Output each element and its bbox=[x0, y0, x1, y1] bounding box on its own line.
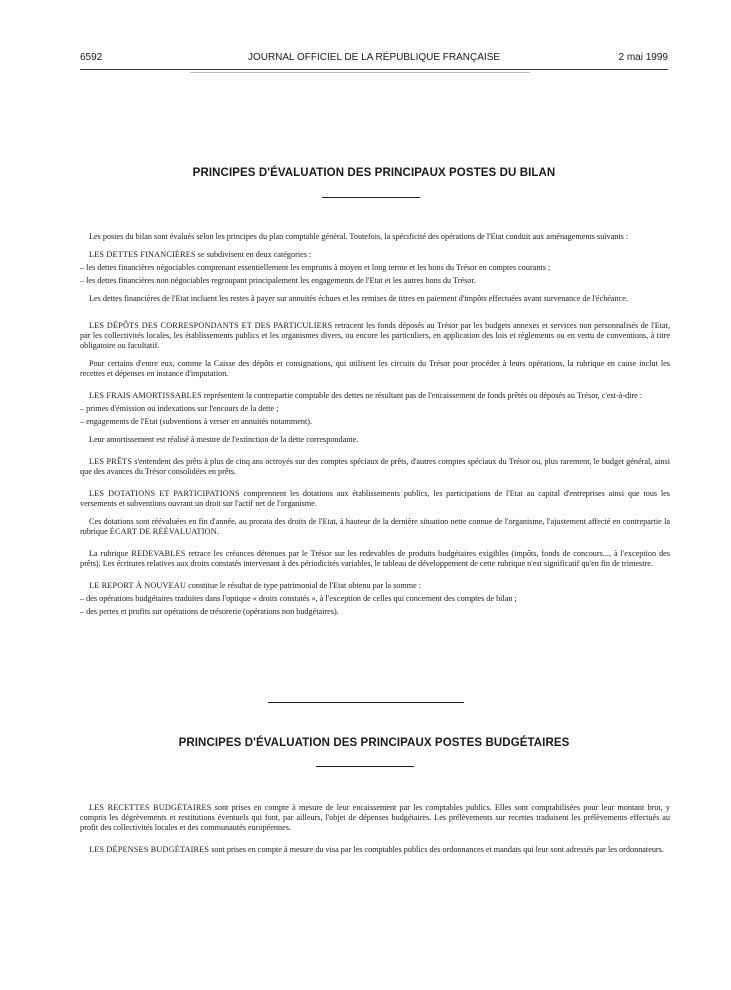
redevables-text: retrace les créances détenues par le Trésor sur les redevables de produits budgétaires exigibles (impôts, fonds de concours..., à l'exception des prêts). Les écritures relatives aux droits constatés intervenant à des périodicités variables, le tableau de développement de cette rubrique n'est significatif qu'en fin de trimestre. bbox=[80, 549, 670, 568]
dotations-text: comprennent les dotations aux établissements publics, les participations de l'Etat au capital d'entreprises ainsi que tous les versements et subventions ouvrant un droit sur l'actif net de l'organisme. bbox=[80, 489, 670, 508]
dotations-heading: LES DOTATIONS ET PARTICIPATIONS bbox=[89, 489, 240, 498]
section-rule-budget bbox=[316, 766, 414, 767]
dettes-paragraph bbox=[80, 250, 670, 260]
section-title-budget: PRINCIPES D'ÉVALUATION DES PRINCIPAUX POSTES BUDGÉTAIRES bbox=[178, 737, 570, 749]
dettes-heading: LES DETTES FINANCIÈRES bbox=[89, 250, 196, 259]
depots-note: Pour certains d'entre eux, comme la Caisse des dépôts et consignations, qui utilisent les circuits du Trésor pour procéder à leurs opérations, la rubrique en cause inclut les recettes et dépenses en instance d'imputation. bbox=[80, 359, 670, 378]
frais-paragraph bbox=[80, 391, 670, 401]
depenses-paragraph bbox=[80, 845, 670, 855]
prets-text: s'entendent des prêts à plus de cinq ans octroyés sur des comptes spéciaux de prêts, d'autres comptes spéciaux du Trésor ou, plus rarement, le budget général, ainsi que des avances du Trésor consolidées en prêts. bbox=[80, 457, 670, 476]
recettes-text: sont prises en compte à mesure de leur encaissement par les comptables publics. Elles sont comptabilisées pour leur montant brut, y compris les dégrèvements et restitutions éventuels qui font, par ailleurs, l'objet de dépenses budgétaires. Les prélèvements sur recettes traduisent les prélèvements effectués au profit des collectivités locales et des communautés européennes. bbox=[80, 803, 670, 832]
dettes-list bbox=[80, 263, 670, 286]
prets-heading: LES PRÊTS bbox=[89, 457, 133, 466]
list-item: – engagements de l'Etat (subventions à verser en annuités notamment). bbox=[80, 417, 313, 426]
dotations-paragraph bbox=[80, 489, 670, 509]
report-text: constitue le résultat de type patrimonial de l'Etat obtenu par la somme : bbox=[186, 581, 422, 590]
recettes-paragraph bbox=[80, 803, 670, 833]
report-paragraph bbox=[80, 581, 670, 591]
list-item: – les dettes financières négociables comprenant essentiellement les emprunts à moyen et long terme et les bons du Trésor en comptes courants ; bbox=[80, 263, 551, 272]
frais-list bbox=[80, 404, 670, 427]
depots-text: retracent les fonds déposés au Trésor par les budgets annexes et services non personnalisés de l'Etat, par les collectivités locales, les établissements publics et les organismes divers, ou encore les particuliers, en application des lois et règlements ou en vertu de conventions, à titre obligatoire ou facultatif. bbox=[80, 321, 670, 350]
list-item: – des opérations budgétaires traduites dans l'optique « droits constatés », à l'exception de celles qui concernent des comptes de bilan ; bbox=[80, 594, 517, 603]
frais-heading: LES FRAIS AMORTISSABLES bbox=[89, 391, 202, 400]
report-list bbox=[80, 594, 670, 617]
section-body-budget bbox=[80, 803, 670, 863]
frais-text: représentent la contrepartie comptable des dettes ne résultant pas de l'encaissement de fonds prêtés ou déposés au Trésor, c'est-à-dire : bbox=[201, 391, 643, 400]
depots-heading: LES DÉPÔTS DES CORRESPONDANTS ET DES PARTICULIERS bbox=[89, 321, 333, 330]
dettes-text: se subdivisent en deux catégories : bbox=[195, 250, 312, 259]
intro-paragraph: Les postes du bilan sont évalués selon les principes du plan comptable général. Toutefois, la spécificité des opérations de l'Etat conduit aux aménagements suivants : bbox=[89, 232, 629, 241]
depenses-heading: LES DÉPENSES BUDGÉTAIRES bbox=[89, 845, 210, 854]
recettes-heading: LES RECETTES BUDGÉTAIRES bbox=[89, 803, 212, 812]
section-body-bilan bbox=[80, 232, 670, 625]
page-number: 6592 bbox=[80, 52, 103, 63]
header-rule bbox=[80, 69, 668, 70]
journal-title: JOURNAL OFFICIEL DE LA RÉPUBLIQUE FRANÇAISE bbox=[247, 52, 501, 63]
header-rule-faint bbox=[190, 72, 530, 73]
prets-paragraph bbox=[80, 457, 670, 477]
running-header bbox=[80, 52, 668, 68]
depots-paragraph bbox=[80, 321, 670, 351]
dotations-note-end: . bbox=[216, 527, 219, 536]
depenses-text: sont prises en compte à mesure du visa par les comptables publics des ordonnances et mandats qui leur sont adressés par les ordonnateurs. bbox=[209, 845, 664, 854]
ecart-heading: ÉCART DE RÉÉVALUATION bbox=[109, 527, 217, 536]
list-item: – les dettes financières non négociables regroupant principalement les engagements de l'Etat et les autres bons du Trésor. bbox=[80, 276, 476, 285]
list-item: – des pertes et profits sur opérations de trésorerie (opérations non budgétaires). bbox=[80, 607, 339, 616]
section-separator bbox=[268, 702, 464, 703]
dotations-note bbox=[80, 517, 670, 537]
issue-date: 2 mai 1999 bbox=[618, 52, 668, 63]
redevables-paragraph bbox=[80, 549, 670, 569]
section-rule-bilan bbox=[322, 197, 420, 198]
redevables-heading: REDEVABLES bbox=[131, 549, 186, 558]
dotations-note-text: Ces dotations sont réévaluées en fin d'année, au prorata des droits de l'Etat, à hauteur de la dernière situation nette connue de l'organisme, l'ajustement affecté en contrepartie la rubrique bbox=[80, 517, 670, 536]
redevables-lead: La rubrique bbox=[89, 549, 132, 558]
frais-note: Leur amortissement est réalisé à mesure de l'extinction de la dette correspondante. bbox=[89, 435, 359, 444]
report-heading: LE REPORT À NOUVEAU bbox=[89, 581, 187, 590]
section-title-bilan: PRINCIPES D'ÉVALUATION DES PRINCIPAUX POSTES DU BILAN bbox=[192, 167, 556, 179]
dettes-note: Les dettes financières de l'Etat incluent les restes à payer sur annuités échues et les remises de titres en paiement d'impôts effectuées avant survenance de l'échéance. bbox=[89, 294, 628, 303]
list-item: – primes d'émission ou indexations sur l'encours de la dette ; bbox=[80, 404, 279, 413]
